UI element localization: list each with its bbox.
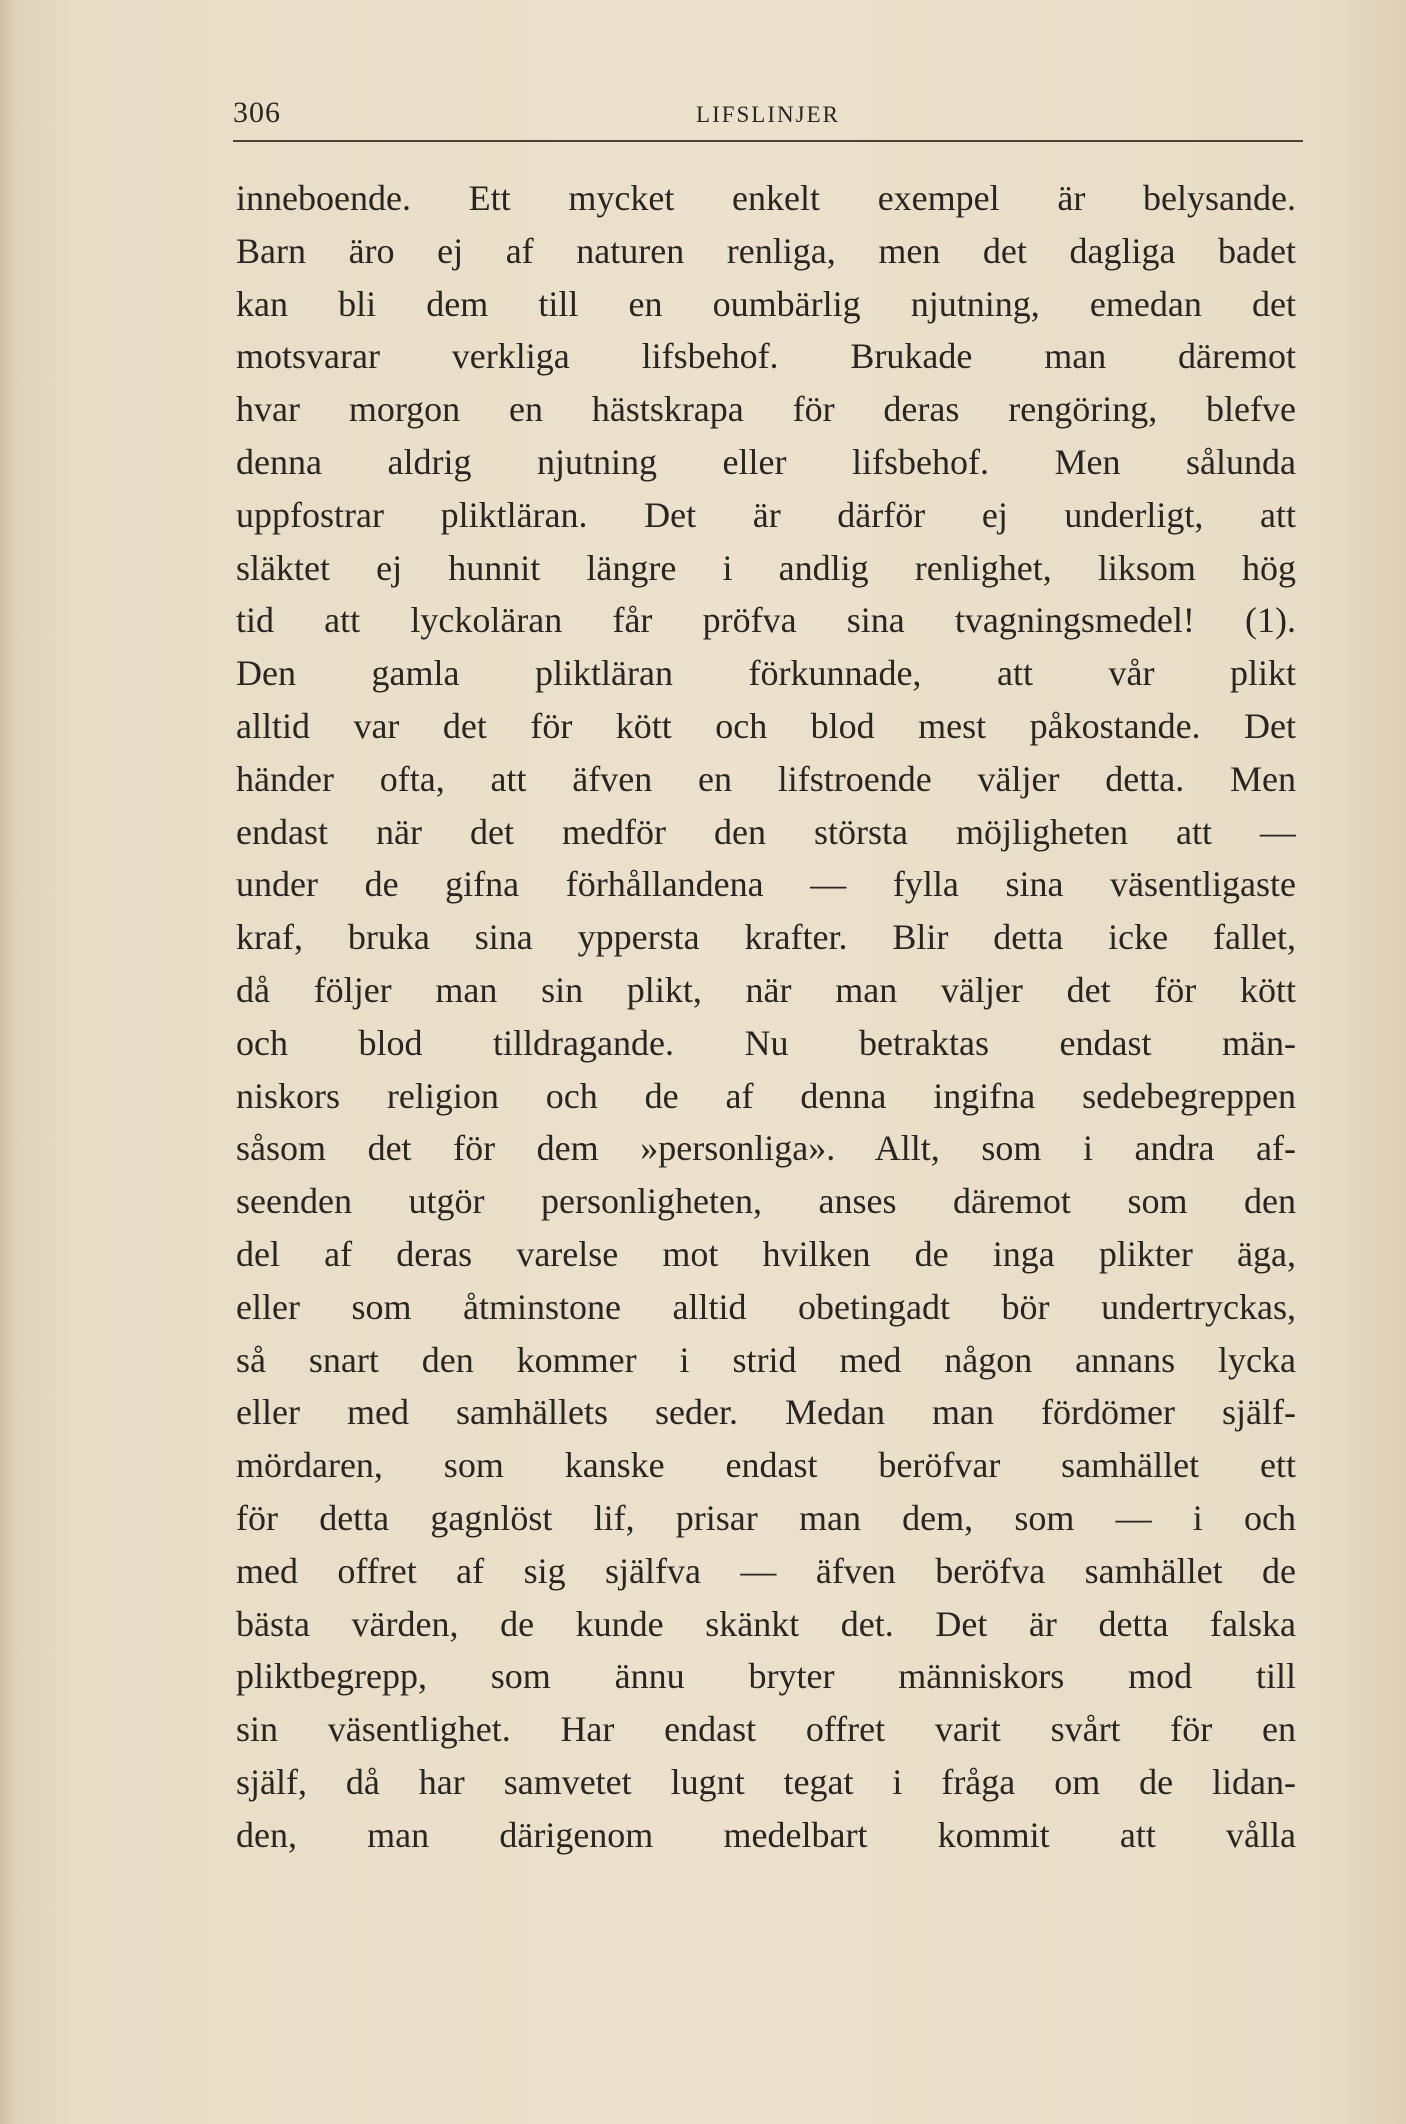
text-line: mördaren, som kanske endast beröfvar samhället ett xyxy=(236,1445,1296,1486)
text-line: kraf, bruka sina yppersta krafter. Blir detta icke fallet, xyxy=(236,917,1296,958)
text-line: bästa värden, de kunde skänkt det. Det är detta falska xyxy=(236,1603,1296,1644)
text-line: niskors religion och de af denna ingifna sedebegreppen xyxy=(236,1075,1296,1116)
text-line: under de gifna förhållandena — fylla sina väsentligaste xyxy=(236,864,1296,905)
text-line: såsom det för dem »personliga». Allt, som i andra af- xyxy=(236,1128,1296,1169)
text-line: då följer man sin plikt, när man väljer det för kött xyxy=(236,969,1296,1010)
header-rule xyxy=(233,140,1303,142)
text-line: alltid var det för kött och blod mest påkostande. Det xyxy=(236,705,1296,746)
text-line: motsvarar verkliga lifsbehof. Brukade man däremot xyxy=(236,336,1296,377)
text-line: eller med samhällets seder. Medan man fördömer själf- xyxy=(236,1392,1296,1433)
text-line: Barn äro ej af naturen renliga, men det dagliga badet xyxy=(236,230,1296,271)
text-line: hvar morgon en hästskrapa för deras rengöring, blefve xyxy=(236,389,1296,430)
page-gutter-edge xyxy=(0,0,14,2124)
text-line: sin väsentlighet. Har endast offret varit svårt för en xyxy=(236,1709,1296,1750)
text-line: själf, då har samvetet lugnt tegat i fråga om de lidan- xyxy=(236,1761,1296,1802)
text-line: Den gamla pliktläran förkunnade, att vår plikt xyxy=(236,653,1296,694)
text-line: händer ofta, att äfven en lifstroende väljer detta. Men xyxy=(236,758,1296,799)
page-number: 306 xyxy=(233,96,281,129)
text-line: och blod tilldragande. Nu betraktas endast män- xyxy=(236,1022,1296,1063)
text-line: så snart den kommer i strid med någon annans lycka xyxy=(236,1339,1296,1380)
text-line: släktet ej hunnit längre i andlig renlighet, liksom hög xyxy=(236,547,1296,588)
text-line: med offret af sig själfva — äfven beröfva samhället de xyxy=(236,1550,1296,1591)
text-line: eller som åtminstone alltid obetingadt bör undertryckas, xyxy=(236,1286,1296,1327)
text-line: pliktbegrepp, som ännu bryter människors mod till xyxy=(236,1656,1296,1697)
text-line: kan bli dem till en oumbärlig njutning, emedan det xyxy=(236,283,1296,324)
text-line: endast när det medför den största möjligheten att — xyxy=(236,811,1296,852)
text-line: seenden utgör personligheten, anses däremot som den xyxy=(236,1181,1296,1222)
text-line: inneboende. Ett mycket enkelt exempel är belysande. xyxy=(236,178,1296,218)
body-text xyxy=(236,172,1296,1862)
text-line: tid att lyckoläran får pröfva sina tvagningsmedel! (1). xyxy=(236,600,1296,641)
text-line: denna aldrig njutning eller lifsbehof. Men sålunda xyxy=(236,441,1296,482)
text-line: uppfostrar pliktläran. Det är därför ej underligt, att xyxy=(236,494,1296,535)
text-line: del af deras varelse mot hvilken de inga plikter äga, xyxy=(236,1233,1296,1274)
running-title: LIFSLINJER xyxy=(696,102,840,127)
text-line: för detta gagnlöst lif, prisar man dem, som — i och xyxy=(236,1497,1296,1538)
running-header xyxy=(233,96,1303,140)
text-line: den, man därigenom medelbart kommit att vålla xyxy=(236,1814,1296,1855)
